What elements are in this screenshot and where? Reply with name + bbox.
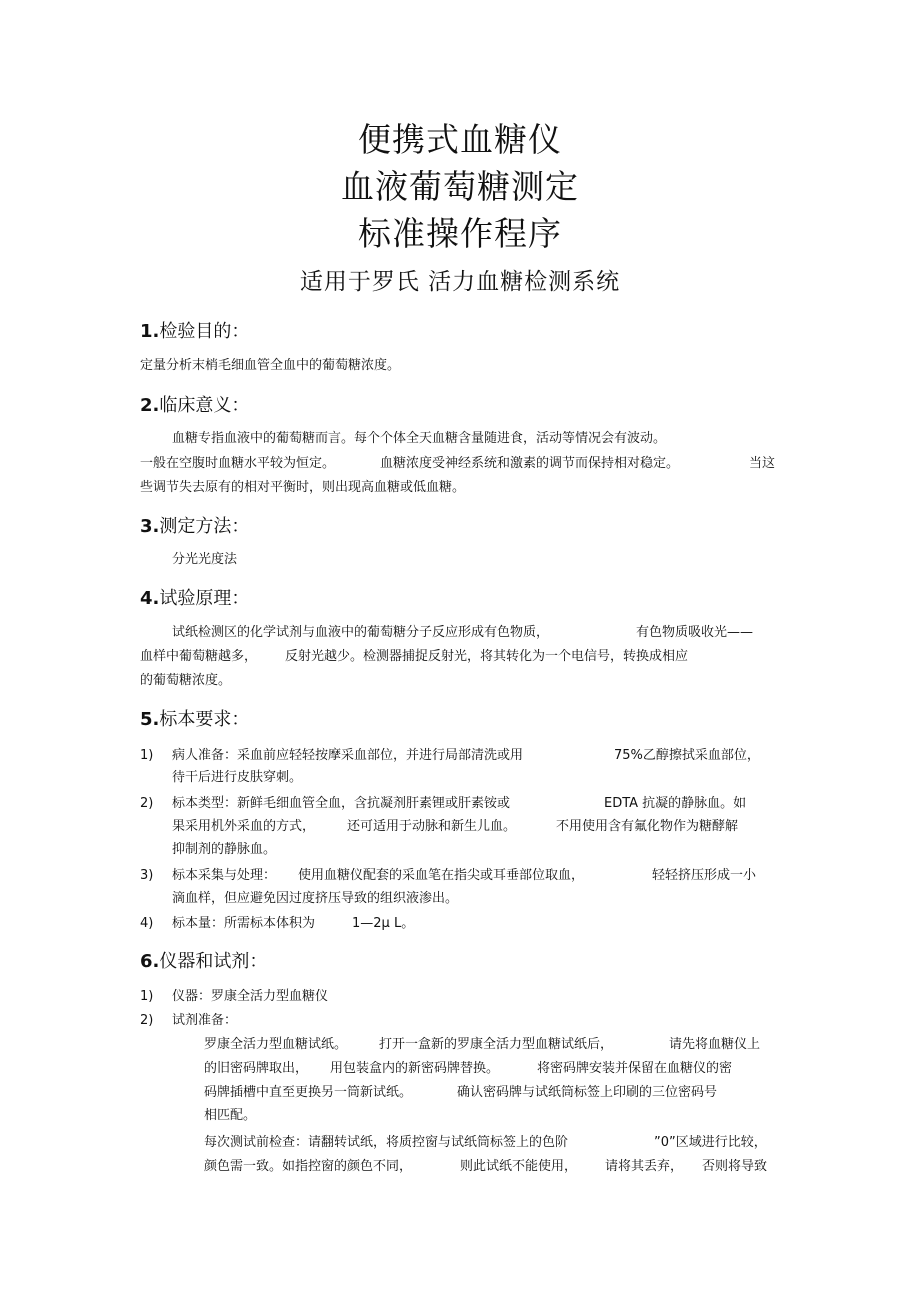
section-6-heading: [140, 950, 267, 974]
list-number: 2): [140, 796, 154, 811]
list-number: 2): [140, 1013, 154, 1028]
list-item-text: EDTA 抗凝的静脉血。如: [604, 796, 747, 811]
paragraph-line: 血样中葡萄糖越多，: [140, 649, 258, 664]
paragraph-line: 请先将血糖仪上: [669, 1037, 761, 1052]
list-item-text: 不用使用含有氟化物作为糖酵解: [556, 819, 739, 834]
paragraph-line: 的旧密码牌取出，: [204, 1061, 309, 1076]
paragraph-line: 试纸检测区的化学试剂与血液中的葡萄糖分子反应形成有色物质，: [172, 625, 550, 640]
paragraph-line: 打开一盒新的罗康全活力型血糖试纸后，: [379, 1037, 614, 1052]
paragraph-line: 每次测试前检查：请翻转试纸，将质控窗与试纸筒标签上的色阶: [204, 1135, 569, 1150]
list-number: 1): [140, 989, 154, 1004]
list-item-text: 果采用机外采血的方式，: [172, 819, 316, 834]
section-title: 试验原理：: [159, 588, 250, 609]
section-number: 3.: [140, 516, 160, 537]
paragraph-line: 码牌插槽中直至更换另一筒新试纸。: [204, 1085, 413, 1100]
section-number: 6.: [140, 951, 160, 972]
title-line-1: 便携式血糖仪: [358, 120, 562, 159]
paragraph-line: 一般在空腹时血糖水平较为恒定。: [140, 456, 336, 471]
list-item-text: 轻轻挤压形成一小: [652, 868, 757, 883]
list-item-text: 标本类型：新鲜毛细血管全血，含抗凝剂肝素锂或肝素铵或: [172, 796, 511, 811]
list-item-text: 1—2μ L。: [352, 916, 415, 931]
paragraph-line: 当这: [749, 456, 776, 471]
paragraph-line: 确认密码牌与试纸筒标签上印刷的三位密码号: [457, 1085, 718, 1100]
paragraph-line: 否则将导致: [702, 1159, 768, 1174]
section-number: 1.: [140, 321, 160, 342]
list-item-text: 试剂准备：: [172, 1013, 238, 1028]
paragraph-line: 定量分析末梢毛细血管全血中的葡萄糖浓度。: [140, 358, 401, 373]
section-number: 5.: [140, 709, 160, 730]
section-4-heading: [140, 587, 249, 611]
list-item-text: 标本量：所需标本体积为: [172, 916, 316, 931]
paragraph-line: 血糖专指血液中的葡萄糖而言。每个个体全天血糖含量随进食，活动等情况会有波动。: [172, 431, 667, 446]
paragraph-line: 有色物质吸收光——: [636, 625, 754, 640]
section-title: 临床意义：: [159, 395, 250, 416]
paragraph-line: 相匹配。: [204, 1108, 257, 1123]
paragraph-line: 颜色需一致。如指控窗的颜色不同，: [204, 1159, 413, 1174]
paragraph-line: 罗康全活力型血糖试纸。: [204, 1037, 348, 1052]
section-number: 4.: [140, 588, 160, 609]
section-title: 测定方法：: [159, 516, 250, 537]
list-item-text: 待干后进行皮肤穿刺。: [172, 770, 303, 785]
subtitle: 适用于罗氏 活力血糖检测系统: [299, 269, 621, 295]
paragraph-line: 则此试纸不能使用，: [460, 1159, 578, 1174]
section-3-heading: [140, 515, 249, 539]
list-item-text: 使用血糖仪配套的采血笔在指尖或耳垂部位取血，: [298, 868, 585, 883]
paragraph-line: 反射光越少。检测器捕捉反射光，将其转化为一个电信号，转换成相应: [285, 649, 689, 664]
section-1-heading: [140, 320, 249, 344]
list-item-text: 标本采集与处理：: [172, 868, 277, 883]
paragraph-line: 些调节失去原有的相对平衡时，则出现高血糖或低血糖。: [140, 480, 466, 495]
section-title: 标本要求：: [159, 709, 250, 730]
paragraph-line: ”0”区域进行比较，: [654, 1135, 767, 1150]
paragraph-line: 血糖浓度受神经系统和激素的调节而保持相对稳定。: [380, 456, 680, 471]
list-item-text: 仪器：罗康全活力型血糖仪: [172, 989, 329, 1004]
paragraph-line: 用包装盒内的新密码牌替换。: [330, 1061, 500, 1076]
title-line-2: 血液葡萄糖测定: [341, 167, 579, 206]
title-line-3: 标准操作程序: [358, 214, 562, 253]
list-item-text: 抑制剂的静脉血。: [172, 842, 277, 857]
list-item-text: 还可适用于动脉和新生儿血。: [347, 819, 517, 834]
paragraph-line: 将密码牌安装并保留在血糖仪的密: [537, 1061, 733, 1076]
section-2-heading: [140, 394, 249, 418]
list-number: 4): [140, 916, 154, 931]
list-item-text: 病人准备：采血前应轻轻按摩采血部位，并进行局部清洗或用: [172, 748, 524, 763]
list-item-text: 75%乙醇擦拭采血部位，: [614, 748, 760, 763]
section-title: 检验目的：: [159, 321, 250, 342]
section-title: 仪器和试剂：: [159, 951, 268, 972]
list-number: 3): [140, 868, 154, 883]
paragraph-line: 的葡萄糖浓度。: [140, 673, 232, 688]
section-number: 2.: [140, 395, 160, 416]
paragraph-line: 请将其丢弃，: [605, 1159, 684, 1174]
paragraph-line: 分光光度法: [172, 552, 238, 567]
section-5-heading: [140, 708, 249, 732]
list-item-text: 滴血样，但应避免因过度挤压导致的组织液渗出。: [172, 891, 459, 906]
list-number: 1): [140, 748, 154, 763]
